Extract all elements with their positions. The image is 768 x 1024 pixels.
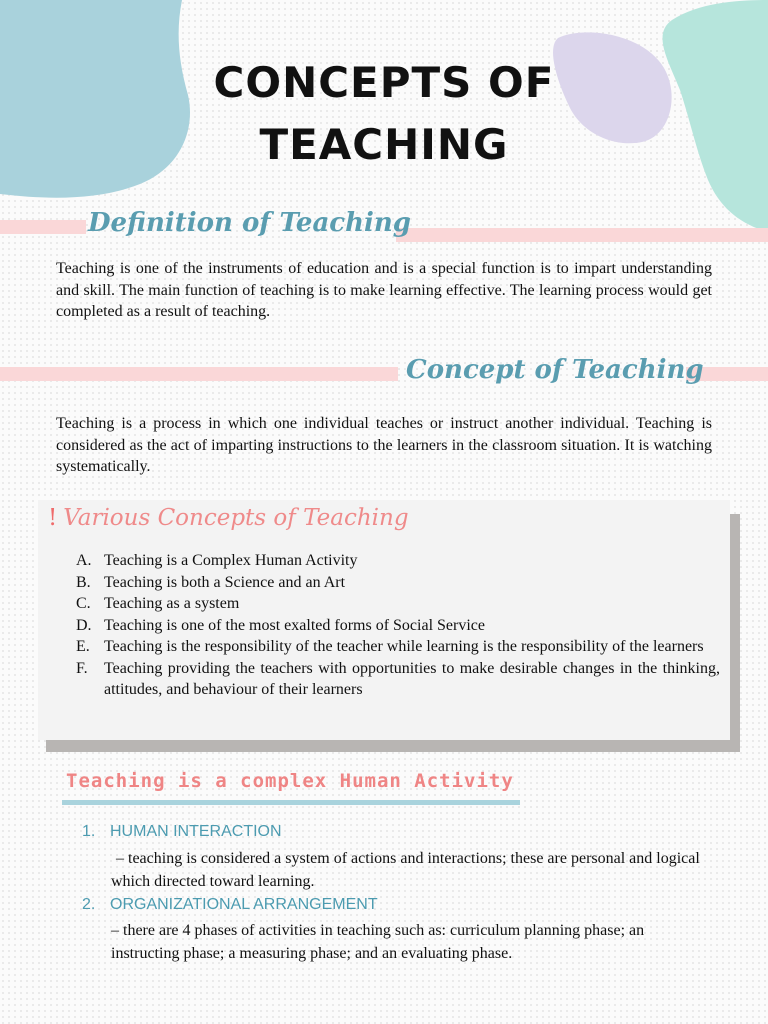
list-item-text: Teaching is one of the most exalted forms of Social Service <box>104 616 485 634</box>
list-item <box>76 550 720 572</box>
list-item <box>76 636 720 658</box>
list-item-text: Teaching is both a Science and an Art <box>104 573 346 591</box>
definition-paragraph: Teaching is one of the instruments of education and is a special function is to impart understanding and skill. The main function of teaching is to make learning effective. The learning process would get completed as a result of teaching. <box>56 260 712 320</box>
list-item <box>76 615 720 637</box>
various-concepts-heading <box>48 505 409 531</box>
pink-band-right <box>396 228 768 242</box>
list-item-text: Teaching as a system <box>104 595 240 612</box>
list-item <box>76 593 720 615</box>
item-title: HUMAN INTERACTION <box>110 823 282 840</box>
item-title: ORGANIZATIONAL ARRANGEMENT <box>110 896 378 913</box>
complex-activity-heading: Teaching is a complex Human Activity <box>66 770 514 792</box>
organizational-arrangement-description: – there are 4 phases of activities in teaching such as: curriculum planning phase; an instructing phase; a measuring phase; and an evaluating phase. <box>111 922 645 962</box>
organizational-arrangement-title <box>82 896 378 914</box>
concept-paragraph: Teaching is a process in which one individual teaches or instruct another individual. Teaching is considered as the act of imparting instructions to the learners in the classroom situation. It is watching systematically. <box>56 415 712 475</box>
item-number: 1. <box>82 823 96 840</box>
various-concepts-list <box>76 550 720 701</box>
list-item <box>76 572 720 594</box>
list-item-letter: B. <box>76 573 91 591</box>
definition-heading: Definition of Teaching <box>88 208 411 238</box>
list-item-letter: C. <box>76 595 91 612</box>
list-item-letter: D. <box>76 616 92 634</box>
list-item-text: Teaching is the responsibility of the teacher while learning is the responsibility of the learners <box>104 638 704 655</box>
various-concepts-heading-text: Various Concepts of Teaching <box>63 505 409 531</box>
list-item-letter: A. <box>76 552 92 569</box>
pink-band-left <box>0 220 86 234</box>
human-interaction-title <box>82 823 282 841</box>
list-item-text: Teaching is a Complex Human Activity <box>104 552 358 569</box>
concept-heading: Concept of Teaching <box>406 355 704 385</box>
page-title-line-1: CONCEPTS OF <box>213 58 555 107</box>
item-number: 2. <box>82 896 96 913</box>
page-title-line-2: TEACHING <box>259 120 509 169</box>
heading-underline <box>62 800 520 805</box>
list-item-letter: E. <box>76 638 90 655</box>
page-title <box>0 52 768 176</box>
list-item-text: Teaching providing the teachers with opportunities to make desirable changes in the thinking, attitudes, and behaviour of their learners <box>104 659 720 698</box>
exclamation-icon: ! <box>48 505 58 531</box>
list-item-letter: F. <box>76 659 88 677</box>
human-interaction-description: – teaching is considered a system of actions and interactions; these are personal and logical which directed toward learning. <box>111 850 700 890</box>
list-item <box>76 658 720 701</box>
pink-band-left-2 <box>0 367 398 381</box>
